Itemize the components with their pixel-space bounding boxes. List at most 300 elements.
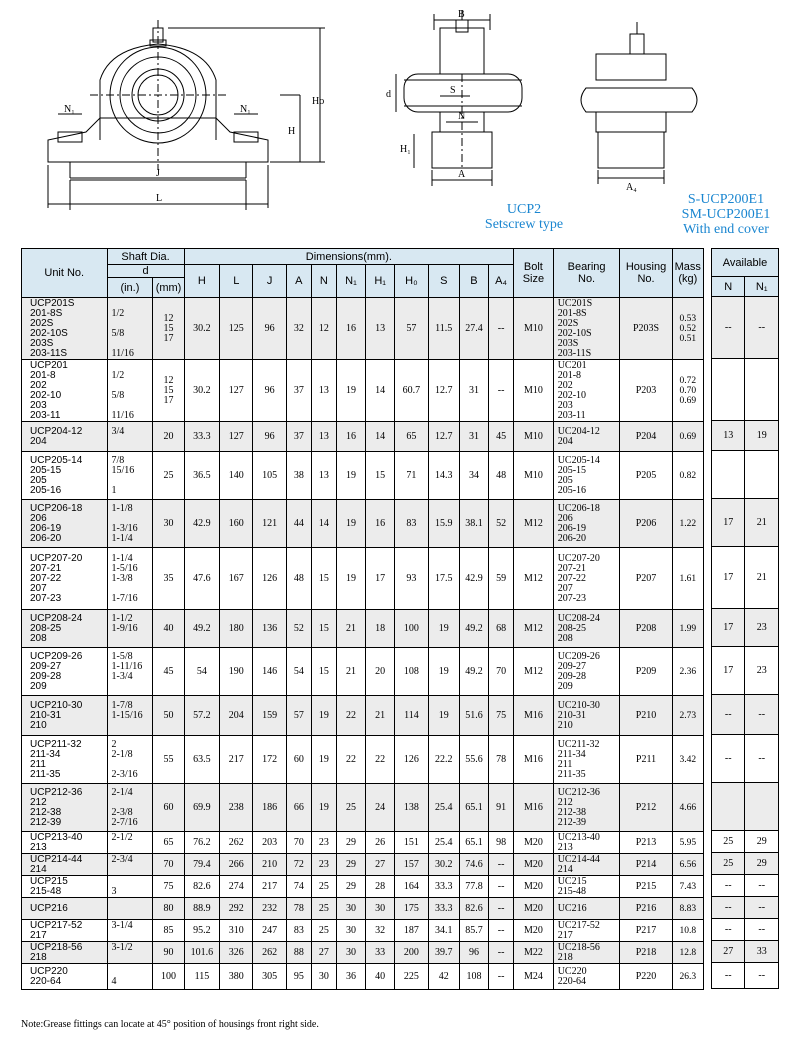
th-dimensions: Dimensions(mm). (184, 249, 513, 265)
cell-line: 0.82 (679, 470, 697, 481)
cell-line: UCP204-12 (30, 425, 83, 437)
cell-avn1: -- (745, 963, 779, 989)
cell-line: 220-64 (30, 975, 62, 987)
cell-l: 274 (220, 876, 253, 898)
table-row (712, 359, 779, 421)
cell-b: 65.1 (459, 784, 488, 832)
cell-l: 167 (220, 548, 253, 610)
cell-a4: 48 (489, 452, 514, 500)
cell-housing-no: P220 (620, 964, 672, 990)
cell-l: 140 (220, 452, 253, 500)
cell-line: 3.42 (679, 754, 697, 765)
cell-shaft-in (107, 898, 153, 920)
cell-n: 12 (311, 298, 336, 360)
cell-ho: 187 (395, 920, 428, 942)
cell-line: 0.69 (679, 431, 697, 442)
table-row (712, 421, 779, 451)
cell-a: 60 (286, 736, 311, 784)
cell-ho: 65 (395, 422, 428, 452)
cell-a: 38 (286, 452, 311, 500)
available-table-body (712, 297, 779, 989)
cell-bearing-no (553, 648, 620, 696)
cell-line: 212-39 (557, 816, 587, 828)
cell-avn1: -- (745, 875, 779, 897)
cell-a4: -- (489, 898, 514, 920)
end-cover-view-drawing (581, 22, 697, 184)
cell-l: 160 (220, 500, 253, 548)
cell-unit-no (22, 422, 108, 452)
cell-line: 205-15 (557, 464, 587, 476)
th-N1: N₁ (336, 265, 365, 298)
cell-line: 6.56 (679, 859, 697, 870)
cell-shaft-in (107, 648, 153, 696)
cell-a: 72 (286, 854, 311, 876)
cell-n: 15 (311, 548, 336, 610)
cell-b: 85.7 (459, 920, 488, 942)
cell-a4: 78 (489, 736, 514, 784)
cell-h1: 32 (366, 920, 395, 942)
cell-line: 218 (30, 951, 47, 963)
cell-line: 1-1/8 (111, 502, 133, 514)
cell-bolt: M12 (514, 610, 554, 648)
cell-line: UC208-24 (557, 612, 600, 624)
cell-bearing-no (553, 942, 620, 964)
cell-b: 65.1 (459, 832, 488, 854)
cell-n1: 16 (336, 422, 365, 452)
cell-s: 15.9 (428, 500, 459, 548)
label-n1-right: N₁ (240, 104, 251, 115)
cell-s: 39.7 (428, 942, 459, 964)
th-B: B (459, 265, 488, 298)
cell-n: 15 (311, 648, 336, 696)
cell-line: UCP209-26 (30, 650, 83, 662)
label-n: N (458, 111, 466, 122)
cell-avn1: 21 (745, 499, 779, 547)
cell-line: 210-31 (557, 709, 587, 721)
cell-h: 95.2 (184, 920, 219, 942)
cell-j: 126 (253, 548, 286, 610)
th-unit-no: Unit No. (22, 249, 108, 298)
cell-line: 206 (30, 512, 47, 524)
cell-a4: -- (489, 920, 514, 942)
cell-h1: 33 (366, 942, 395, 964)
cell-line: 12 (163, 374, 174, 386)
cell-a: 32 (286, 298, 311, 360)
cell-line (112, 339, 153, 349)
cell-avn: -- (712, 695, 745, 735)
cell-line: 202S (557, 317, 579, 329)
cell-bearing-no (553, 964, 620, 990)
cell-line: 218 (557, 951, 573, 963)
cell-s: 19 (428, 648, 459, 696)
cell-unit-no (22, 298, 108, 360)
cell-line: 213 (30, 841, 47, 853)
cell-line (112, 361, 153, 371)
cell-avn1: 29 (745, 853, 779, 875)
cell-b: 77.8 (459, 876, 488, 898)
cell-ho: 175 (395, 898, 428, 920)
cell-bolt: M12 (514, 548, 554, 610)
cell-b: 108 (459, 964, 488, 990)
cell-line: 15 (163, 322, 174, 334)
cell-line: 35 (163, 572, 174, 584)
cell-a4: 98 (489, 832, 514, 854)
cell-a: 83 (286, 920, 311, 942)
cell-mass (672, 610, 703, 648)
cell-ho: 164 (395, 876, 428, 898)
cell-n1: 25 (336, 784, 365, 832)
cell-housing-no: P215 (620, 876, 672, 898)
cell-a: 66 (286, 784, 311, 832)
cell-h1: 22 (366, 736, 395, 784)
cell-j: 203 (253, 832, 286, 854)
cell-line: UCP211-32 (30, 738, 82, 750)
cell-line: UCP215 (30, 875, 68, 887)
cell-shaft-in (107, 854, 153, 876)
cell-line: 12.8 (679, 947, 697, 958)
cell-bearing-no (553, 548, 620, 610)
cell-j: 159 (253, 696, 286, 736)
cell-b: 49.2 (459, 648, 488, 696)
cell-s: 33.3 (428, 876, 459, 898)
cell-housing-no: P214 (620, 854, 672, 876)
cell-a4: 70 (489, 648, 514, 696)
cell-line: 1.22 (679, 518, 697, 529)
th-N: N (311, 265, 336, 298)
cell-line: 203-11S (30, 347, 68, 359)
cell-shaft-mm (153, 360, 184, 422)
cell-s: 34.1 (428, 920, 459, 942)
cell-line: 26.3 (679, 971, 697, 982)
cell-n: 25 (311, 898, 336, 920)
cell-line: 80 (163, 902, 174, 914)
cell-h1: 26 (366, 832, 395, 854)
cell-line: 5.95 (679, 837, 697, 848)
cell-housing-no: P203S (620, 298, 672, 360)
th-bolt-size: Bolt Size (514, 249, 554, 298)
cell-line: 212 (30, 796, 47, 808)
cell-line: 208-25 (557, 622, 587, 634)
cell-mass (672, 784, 703, 832)
cell-line: 201-8S (557, 307, 587, 319)
th-available: Available (712, 249, 779, 277)
cell-h1: 28 (366, 876, 395, 898)
cell-line: UCP207-20 (30, 552, 83, 564)
cell-h: 101.6 (184, 942, 219, 964)
cell-line: 209-27 (30, 660, 62, 672)
cell-bolt: M20 (514, 876, 554, 898)
cell-line: 209 (30, 680, 47, 692)
cell-line: 202-10 (557, 389, 587, 401)
cell-line: 207-22 (30, 572, 62, 584)
dimensions-table-body (22, 298, 704, 990)
cell-avn: 25 (712, 831, 745, 853)
cell-line: 202-10 (30, 389, 62, 401)
cell-line: 203 (30, 399, 47, 411)
cell-line: UC210-30 (557, 699, 600, 711)
cell-line: 214 (557, 863, 573, 875)
cell-line (112, 953, 153, 963)
cell-line (112, 931, 153, 941)
cell-line: 20 (163, 430, 174, 442)
cell-n1: 29 (336, 854, 365, 876)
cell-mass (672, 696, 703, 736)
cell-ho: 157 (395, 854, 428, 876)
cell-j: 105 (253, 452, 286, 500)
cell-a4: 68 (489, 610, 514, 648)
footnote: Note:Grease fittings can locate at 45° position of housings front right side. (21, 1019, 319, 1030)
cell-h: 115 (184, 964, 219, 990)
cell-bolt: M12 (514, 500, 554, 548)
table-row (712, 297, 779, 359)
cell-avn: -- (712, 919, 745, 941)
cell-line (112, 319, 153, 329)
cell-a: 88 (286, 942, 311, 964)
cell-line: 211-34 (30, 748, 61, 760)
cell-avn: -- (712, 297, 745, 359)
front-view-drawing (48, 20, 325, 210)
table-row (712, 875, 779, 897)
cell-a: 95 (286, 964, 311, 990)
cell-line: 215-48 (557, 885, 587, 897)
cell-avn: 17 (712, 609, 745, 647)
cell-housing-no: P210 (620, 696, 672, 736)
cell-line: 203-11 (557, 409, 586, 421)
cell-n: 19 (311, 696, 336, 736)
cell-j: 136 (253, 610, 286, 648)
cell-shaft-mm (153, 832, 184, 854)
cell-h1: 27 (366, 854, 395, 876)
cell-b: 49.2 (459, 610, 488, 648)
cell-line: 2.73 (679, 710, 697, 721)
cell-shaft-mm (153, 696, 184, 736)
cell-line: 1 (111, 484, 117, 496)
cell-mass (672, 360, 703, 422)
cell-line: 201-8 (557, 369, 582, 381)
cell-line: 1-1/4 (111, 552, 133, 564)
cell-n: 15 (311, 610, 336, 648)
cell-line: UCP205-14 (30, 454, 83, 466)
cell-shaft-in (107, 452, 153, 500)
cell-h: 79.4 (184, 854, 219, 876)
cell-line: UCP213-40 (30, 831, 83, 843)
cell-line: 11/16 (111, 347, 134, 359)
cell-j: 172 (253, 736, 286, 784)
cell-n1: 30 (336, 942, 365, 964)
cell-a: 52 (286, 610, 311, 648)
cell-unit-no (22, 784, 108, 832)
cell-a: 78 (286, 898, 311, 920)
cell-line: 2.36 (679, 666, 697, 677)
cell-line: 1/2 (111, 307, 125, 319)
cell-shaft-mm (153, 548, 184, 610)
cell-h1: 18 (366, 610, 395, 648)
cell-line: UCP212-36 (30, 786, 83, 798)
cell-h: 69.9 (184, 784, 219, 832)
th-A4: A₄ (489, 265, 514, 298)
cell-line: 203S (557, 337, 579, 349)
cell-line: 213 (557, 841, 573, 853)
cell-line: 3 (111, 885, 117, 897)
cell-line: 207 (30, 582, 47, 594)
cell-s: 17.5 (428, 548, 459, 610)
cell-line: UCP217-52 (30, 919, 83, 931)
cell-bolt: M16 (514, 784, 554, 832)
cell-avn: -- (712, 897, 745, 919)
cell-line: 205 (557, 474, 573, 486)
cell-line: 203-11 (30, 409, 61, 421)
cell-mass (672, 964, 703, 990)
cell-line: 211 (30, 758, 46, 770)
cell-bolt: M16 (514, 696, 554, 736)
label-b: B (458, 9, 465, 20)
cell-line: 1-7/16 (111, 592, 138, 604)
cell-line: 1-3/4 (111, 670, 133, 682)
cell-line: 0.52 (679, 323, 697, 334)
cell-shaft-mm (153, 298, 184, 360)
cell-h1: 17 (366, 548, 395, 610)
cell-s: 42 (428, 964, 459, 990)
cell-h: 54 (184, 648, 219, 696)
cell-a4: 59 (489, 548, 514, 610)
cell-line: 15 (163, 384, 174, 396)
cell-l: 310 (220, 920, 253, 942)
table-row (22, 876, 704, 898)
th-av-n: N (712, 277, 745, 297)
cell-unit-no (22, 452, 108, 500)
cell-j: 121 (253, 500, 286, 548)
cell-line: UC213-40 (557, 831, 600, 843)
th-av-n1: N₁ (745, 277, 779, 297)
cell-line: UC214-44 (557, 853, 600, 865)
cell-avn: 17 (712, 547, 745, 609)
cell-line: 205-16 (30, 484, 62, 496)
th-H1: H₁ (366, 265, 395, 298)
available-table (711, 248, 779, 989)
cell-shaft-mm (153, 964, 184, 990)
cell-n1: 22 (336, 736, 365, 784)
cell-avn: -- (712, 963, 745, 989)
caption-ucp2-subtitle: Setscrew type (484, 217, 564, 232)
cell-bolt: M10 (514, 298, 554, 360)
cell-shaft-mm (153, 784, 184, 832)
table-row (712, 735, 779, 783)
cell-b: 38.1 (459, 500, 488, 548)
cell-shaft-mm (153, 854, 184, 876)
cell-line: UC211-32 (557, 738, 600, 750)
table-row (712, 831, 779, 853)
cell-line: 203-11S (557, 347, 592, 359)
cell-mass (672, 832, 703, 854)
cell-ho: 83 (395, 500, 428, 548)
cell-h1: 15 (366, 452, 395, 500)
cell-j: 305 (253, 964, 286, 990)
th-S: S (428, 265, 459, 298)
cell-line: UCP201 (30, 359, 68, 371)
cell-a4: -- (489, 964, 514, 990)
cell-h1: 24 (366, 784, 395, 832)
cell-h: 36.5 (184, 452, 219, 500)
cell-line: 3-1/2 (111, 941, 133, 953)
cell-line: 65 (163, 836, 174, 848)
cell-line (112, 514, 153, 524)
cell-line: 25 (163, 469, 174, 481)
cell-line: 11/16 (111, 409, 134, 421)
cell-line: 1-5/16 (111, 562, 138, 574)
cell-l: 204 (220, 696, 253, 736)
cell-mass (672, 500, 703, 548)
cell-bearing-no (553, 360, 620, 422)
cell-b: 31 (459, 422, 488, 452)
cell-l: 190 (220, 648, 253, 696)
cell-shaft-mm (153, 898, 184, 920)
cell-avn1: 21 (745, 547, 779, 609)
table-row (712, 941, 779, 963)
cell-line (112, 401, 153, 411)
cell-ho: 93 (395, 548, 428, 610)
cell-j: 210 (253, 854, 286, 876)
cell-line: 55 (163, 753, 174, 765)
cell-mass (672, 736, 703, 784)
table-row (22, 920, 704, 942)
cell-line: 5/8 (111, 389, 125, 401)
cell-unit-no (22, 898, 108, 920)
cell-housing-no: P205 (620, 452, 672, 500)
cell-line: 17 (163, 394, 174, 406)
cell-mass (672, 298, 703, 360)
cell-line: 30 (163, 517, 174, 529)
cell-line: 70 (163, 858, 174, 870)
cell-line: 75 (163, 880, 174, 892)
cell-line: 15/16 (111, 464, 135, 476)
cell-a: 44 (286, 500, 311, 548)
cell-s: 12.7 (428, 422, 459, 452)
table-row (712, 963, 779, 989)
cell-shaft-in (107, 610, 153, 648)
cell-n: 25 (311, 920, 336, 942)
cell-shaft-in (107, 942, 153, 964)
cell-mass (672, 876, 703, 898)
cell-avn1 (745, 359, 779, 421)
table-row (22, 784, 704, 832)
cell-mass (672, 898, 703, 920)
cell-line: 90 (163, 946, 174, 958)
cell-line: 212-38 (30, 806, 62, 818)
cell-l: 266 (220, 854, 253, 876)
cell-line: 2-1/8 (111, 748, 133, 760)
cell-h: 57.2 (184, 696, 219, 736)
cell-bearing-no (553, 298, 620, 360)
cell-line: 210 (557, 719, 573, 731)
cell-bearing-no (553, 500, 620, 548)
cell-avn: 17 (712, 499, 745, 547)
cell-line (112, 798, 153, 808)
cell-n: 13 (311, 360, 336, 422)
cell-line: UC216 (557, 902, 587, 914)
cell-shaft-in (107, 422, 153, 452)
cell-line: 203S (30, 337, 54, 349)
label-j: J (156, 168, 160, 179)
cell-unit-no (22, 876, 108, 898)
cell-l: 292 (220, 898, 253, 920)
cell-line: 1/2 (111, 369, 125, 381)
cell-line: 210-31 (30, 709, 62, 721)
cell-line: 205-15 (30, 464, 62, 476)
label-ho: Ho (312, 96, 325, 107)
table-row (712, 783, 779, 831)
cell-bolt: M24 (514, 964, 554, 990)
cell-b: 27.4 (459, 298, 488, 360)
